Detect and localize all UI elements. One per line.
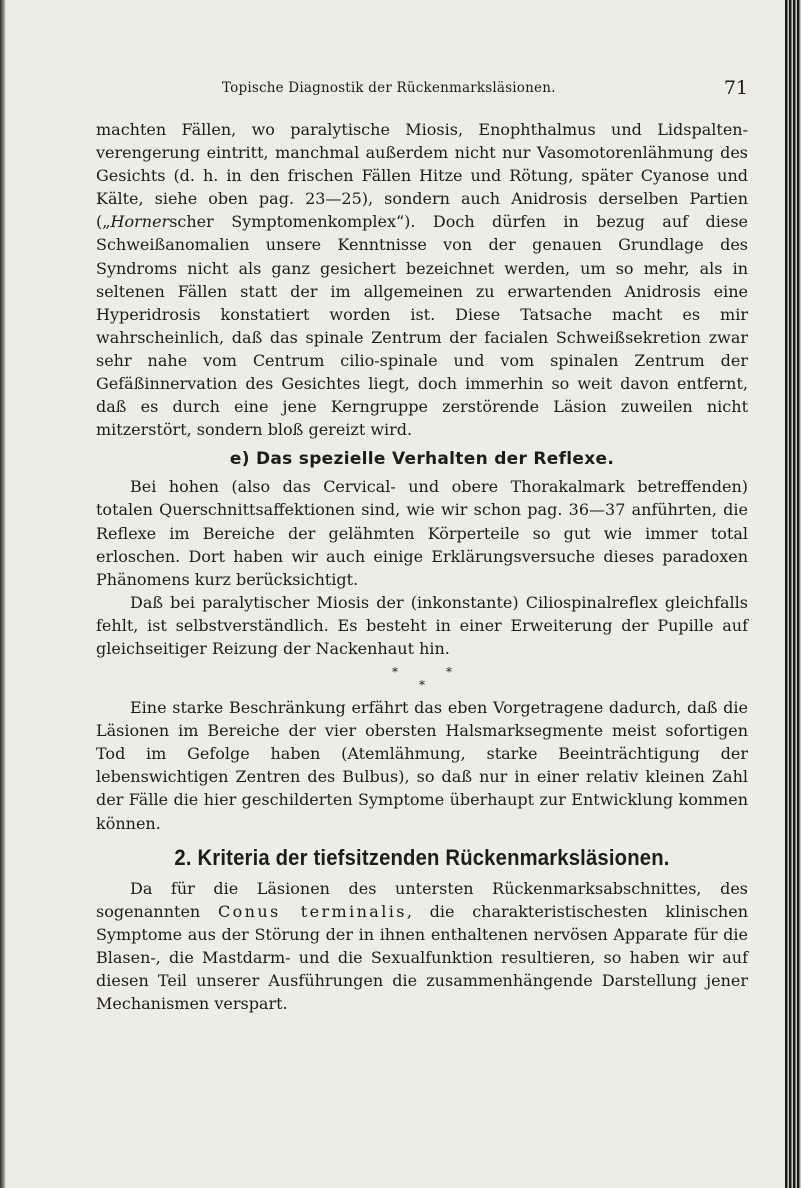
- page-header: [94, 77, 748, 102]
- running-title: Topische Diagnostik der Rückenmarksläsionen.: [222, 80, 556, 96]
- paragraph-3: Daß bei paralytischer Miosis der (inkonstante) Ciliospinalreflex gleichfalls fehlt, ist selbstverständlich. Es besteht in einer Erweiterung der Pupille auf gleichseitiger Reizung der Nackenhaut hin.: [96, 592, 748, 658]
- paragraph-1-part-a: machten Fällen, wo paralytische Miosis, Enophthalmus und Lidspaltenverengerung eintritt, manchmal außerdem nicht nur Vasomotorenlähmung des Gesichts (d. h. in den frischen Fällen Hitze und Rötung, später Cyanose und Kälte, siehe oben pag. 23—25), sondern auch Anidrosis derselben Partien („: [96, 120, 748, 232]
- page-left-edge: [0, 0, 6, 1188]
- asterisk-left: *: [392, 665, 398, 680]
- paragraph-2: Bei hohen (also das Cervical- und obere Thorakalmark betreffenden) totalen Querschnittsaffektionen sind, wie wir schon pag. 36—37 anführten, die Reflexe im Bereiche der gelähmten Körperteile so gut wie immer total erloschen. Dort haben wir auch einige Erklärungsversuche dieses paradoxen Phänomens kurz berücksichtigt.: [96, 477, 748, 589]
- asterism: [96, 666, 748, 692]
- paragraph-5-part-c: , die charakteristischesten klinischen Symptome aus der Störung der in ihnen enthaltenen nervösen Apparate für die Blasen-, die Mastdarm- und die Sexualfunktion resultieren, so haben wir auf diesen Teil unserer Ausführungen die zusammenhängende Darstellung jener Mechanismen verspart.: [96, 901, 749, 1014]
- paragraph-1-part-c: scher Symptomenkomplex“). Doch dürfen in bezug auf diese Schweißanomalien unsere Kenntnisse von der genauen Grundlage des Syndroms nicht als ganz gesichert bezeichnet werden, um so mehr, als in seltenen Fällen statt der im allgemeinen zu erwartenden Anidrosis eine Hyperidrosis konstatiert worden ist. Diese Tatsache macht es mir wahrscheinlich, daß das spinale Zentrum der facialen Schweißsekretion zwar sehr nahe vom Centrum cilio-spinale und vom spinalen Zentrum der Gefäßinnervation des Gesichtes liegt, doch immerhin so weit davon entfernt, daß es durch eine jene Kerngruppe zerstörende Läsion zuweilen nicht mitzerstört, sondern bloß gereizt wird.: [96, 212, 748, 440]
- section-2-heading: 2. Kriteria der tiefsitzenden Rückenmarksläsionen.: [174, 844, 670, 870]
- paragraph-5: [96, 877, 748, 1016]
- page-right-edge: [785, 0, 801, 1188]
- page-number: 71: [723, 77, 748, 99]
- conus-terminalis-term: Conus terminalis: [217, 901, 407, 921]
- paragraph-1-author-name: Horner: [110, 212, 170, 232]
- asterisk-bottom: *: [419, 678, 425, 693]
- page-body: [96, 118, 748, 1015]
- paragraph-5-part-a: Da für die Läsionen des untersten Rückenmarksabschnittes, des sogenannten: [96, 878, 748, 921]
- section-e-heading: e) Das spezielle Verhalten der Reflexe.: [229, 449, 615, 470]
- paragraph-1: [96, 118, 748, 441]
- asterisk-right: *: [446, 665, 452, 680]
- paragraph-4: Eine starke Beschränkung erfährt das eben Vorgetragene dadurch, daß die Läsionen im Bereiche der vier obersten Halsmarksegmente meist sofortigen Tod im Gefolge haben (Atemlähmung, starke Beeinträchtigung der lebenswichtigen Zentren des Bulbus), so daß nur in einer relativ kleinen Zahl der Fälle die hier geschilderten Symptome überhaupt zur Entwicklung kommen können.: [96, 698, 748, 833]
